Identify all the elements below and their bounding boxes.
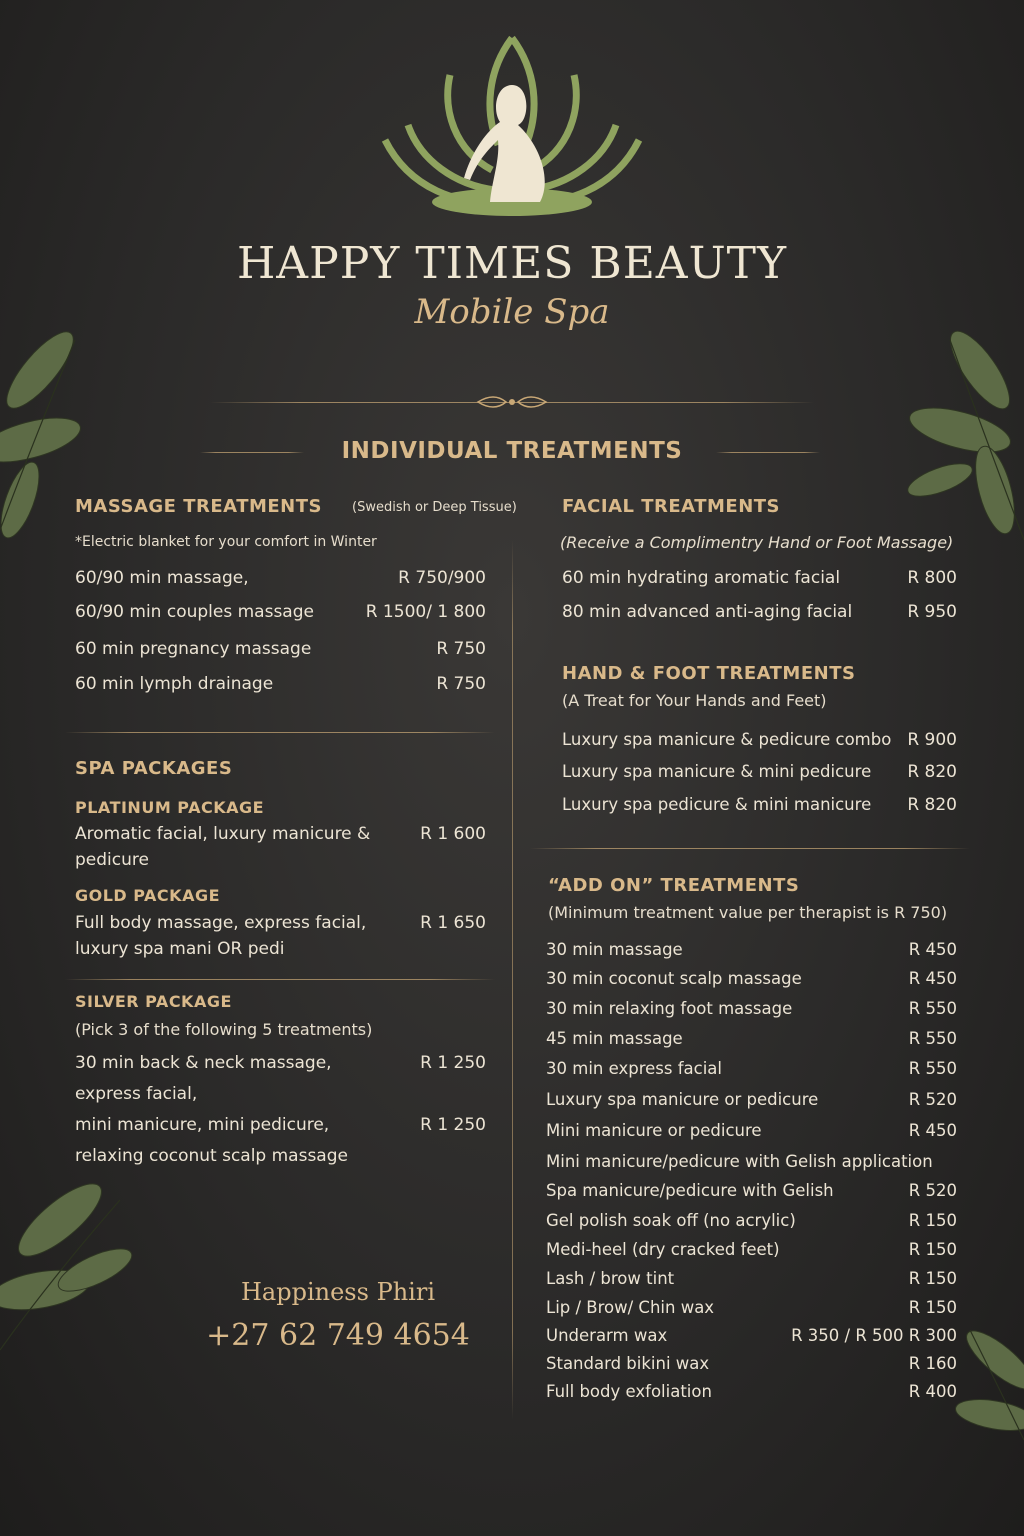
gold-line2: luxury spa mani OR pedi [75,939,285,959]
list-item: Mini manicure/pedicure with Gelish application [546,1152,933,1171]
list-item: Full body exfoliation [546,1382,712,1401]
title-rule-left [200,452,304,453]
facial-title: FACIAL TREATMENTS [562,496,780,517]
list-item: 60 min lymph drainage [75,674,274,694]
divider [65,732,495,733]
packages-title: SPA PACKAGES [75,758,233,779]
list-item: Underarm wax [546,1326,668,1345]
handfoot-subtitle: (A Treat for Your Hands and Feet) [562,691,827,710]
price: R 450 [908,940,957,959]
list-item: 60 min hydrating aromatic facial [562,568,841,588]
price: R 520 [908,1090,957,1109]
brand-tagline: Mobile Spa [414,292,610,332]
silver-line4: relaxing coconut scalp massage [75,1146,348,1166]
addon-subtitle: (Minimum treatment value per therapist is R 750) [548,903,948,922]
addon-title: “ADD ON” TREATMENTS [548,875,800,896]
price: R 550 [908,999,957,1018]
facial-subtitle: (Receive a Complimentry Hand or Foot Massage) [560,533,954,552]
platinum-line1: Aromatic facial, luxury manicure & [75,824,371,844]
divider [530,848,970,849]
price: R 150 [908,1269,957,1288]
price: R 450 [908,969,957,988]
gold-price: R 1 650 [420,913,486,933]
contact-phone[interactable]: +27 62 749 4654 [206,1318,470,1353]
list-item: 30 min express facial [546,1059,722,1078]
platinum-line2: pedicure [75,850,149,870]
handfoot-title: HAND & FOOT TREATMENTS [562,663,856,684]
list-item: Spa manicure/pedicure with Gelish [546,1181,834,1200]
brand-name: HAPPY TIMES BEAUTY [236,238,788,289]
price: R 820 [907,795,957,815]
divider [65,979,495,980]
massage-title: MASSAGE TREATMENTS [75,496,322,517]
silver-line3: mini manicure, mini pedicure, [75,1115,330,1135]
price: R 1500/ 1 800 [365,602,486,622]
list-item: 30 min massage [546,940,683,959]
price: R 750/900 [398,568,486,588]
silver-price2: R 1 250 [420,1115,486,1135]
price: R 350 / R 500 R 300 [791,1326,957,1345]
price: R 800 [907,568,957,588]
list-item: Standard bikini wax [546,1354,710,1373]
massage-note: *Electric blanket for your comfort in Winter [75,534,377,550]
silver-price1: R 1 250 [420,1053,486,1073]
ornament-divider-icon [476,390,548,414]
list-item: 80 min advanced anti-aging facial [562,602,853,622]
massage-subtitle: (Swedish or Deep Tissue) [352,500,517,515]
list-item: Luxury spa manicure & pedicure combo [562,730,892,749]
price: R 150 [908,1240,957,1259]
column-divider [512,540,513,1420]
list-item: 60 min pregnancy massage [75,639,312,659]
gold-line1: Full body massage, express facial, [75,913,367,933]
contact-name: Happiness Phiri [241,1278,435,1306]
list-item: 60/90 min massage, [75,568,249,588]
list-item: Lash / brow tint [546,1269,675,1288]
list-item: 45 min massage [546,1029,683,1048]
list-item: Luxury spa manicure or pedicure [546,1090,819,1109]
platinum-title: PLATINUM PACKAGE [75,798,265,817]
list-item: Luxury spa pedicure & mini manicure [562,795,872,814]
silver-line2: express facial, [75,1084,198,1104]
price: R 520 [908,1181,957,1200]
price: R 150 [908,1211,957,1230]
list-item: Medi-heel (dry cracked feet) [546,1240,780,1259]
lotus-logo [380,30,644,230]
price: R 160 [908,1354,957,1373]
price: R 750 [436,674,486,694]
silver-line1: 30 min back & neck massage, [75,1053,332,1073]
price: R 950 [907,602,957,622]
price: R 750 [436,639,486,659]
price: R 150 [908,1298,957,1317]
gold-title: GOLD PACKAGE [75,886,221,905]
price: R 550 [908,1059,957,1078]
list-item: 30 min relaxing foot massage [546,999,793,1018]
price: R 550 [908,1029,957,1048]
leaf-decoration-bottom-left [0,1170,150,1360]
list-item: 30 min coconut scalp massage [546,969,802,988]
leaf-decoration-top-right [880,330,1024,550]
section-title: INDIVIDUAL TREATMENTS [341,438,683,464]
price: R 400 [908,1382,957,1401]
price: R 900 [907,730,957,750]
list-item: Gel polish soak off (no acrylic) [546,1211,796,1230]
price: R 450 [908,1121,957,1140]
price: R 820 [907,762,957,782]
title-rule-right [716,452,820,453]
list-item: Mini manicure or pedicure [546,1121,762,1140]
list-item: Lip / Brow/ Chin wax [546,1298,715,1317]
silver-title: SILVER PACKAGE [75,992,232,1011]
list-item: Luxury spa manicure & mini pedicure [562,762,872,781]
platinum-price: R 1 600 [420,824,486,844]
list-item: 60/90 min couples massage [75,602,314,622]
silver-subtitle: (Pick 3 of the following 5 treatments) [75,1020,373,1039]
